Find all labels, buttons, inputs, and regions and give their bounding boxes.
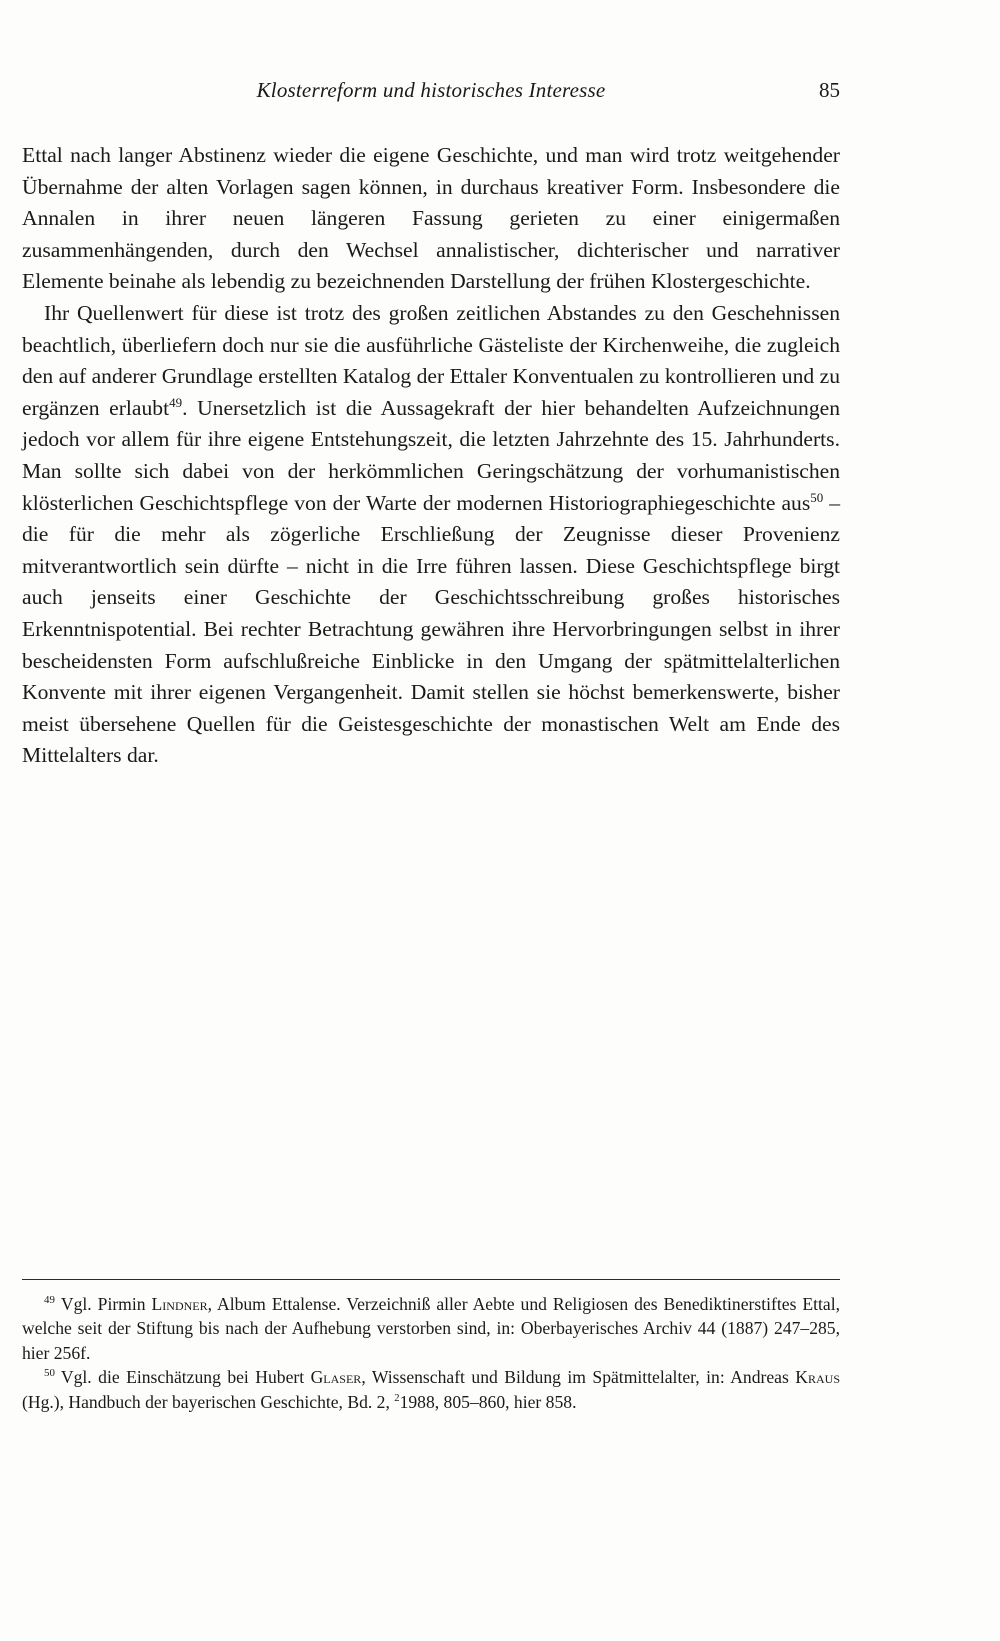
paragraph-2-part-a: Ihr Quellenwert für diese ist trotz des großen zeitlichen Abstandes zu den Geschehnissen beachtlich, überliefern doch nur sie die ausführliche Gästeliste der Kirchenweihe, die zugleich den auf anderer Grundlage erstellten Katalog der Ettaler Konventualen zu kontrollieren und zu ergänzen erlaubt bbox=[22, 300, 840, 420]
paragraph-2-part-b: . Unersetzlich ist die Aussagekraft der hier behandelten Aufzeichnungen jedoch vor allem für ihre eigene Entstehungszeit, die letzten Jahrzehnte des 15. Jahrhunderts. Man sollte sich dabei von der herkömmlichen Geringschätzung der vorhumanistischen klösterlichen Geschichtspflege von der Warte der modernen Historiographiegeschichte aus bbox=[22, 395, 840, 515]
footnote-number: 50 bbox=[44, 1367, 55, 1380]
footnote-divider bbox=[22, 1279, 840, 1280]
footnote-text: 1988, 805–860, hier 858. bbox=[399, 1391, 577, 1412]
author-name: Glaser bbox=[310, 1367, 362, 1388]
footnote-49 bbox=[22, 1292, 840, 1365]
edition-number: 2 bbox=[394, 1392, 400, 1404]
footnote-text: , Album Ettalense. Verzeichniß aller Aebte und Religiosen des Benediktinerstiftes Ettal, welche seit der Stiftung bis nach der Aufhebung verstorben sind, in: Oberbayerisches Archiv 44 (1887) 247–285, hier 256f. bbox=[22, 1294, 840, 1363]
running-head-title: Klosterreform und historisches Interesse bbox=[256, 78, 606, 102]
running-head bbox=[22, 78, 840, 108]
footnote-text: Vgl. die Einschätzung bei Hubert bbox=[60, 1367, 311, 1388]
footnote-ref-49[interactable]: 49 bbox=[169, 394, 183, 410]
editor-name: Kraus bbox=[795, 1367, 840, 1388]
paragraph-2 bbox=[22, 298, 840, 772]
footnote-text: (Hg.), Handbuch der bayerischen Geschichte, Bd. 2, bbox=[22, 1391, 395, 1412]
footnote-number: 49 bbox=[44, 1294, 55, 1307]
page-number: 85 bbox=[819, 78, 840, 102]
paragraph-1: Ettal nach langer Abstinenz wieder die eigene Geschichte, und man wird trotz weitgehender Übernahme der alten Vorlagen sagen können, in durchaus kreativer Form. Insbesondere die Annalen in ihrer neuen längeren Fassung gerieten zu einer einigermaßen zusammenhängenden, durch den Wechsel annalistischer, dichterischer und narrativer Elemente beinahe als lebendig zu bezeichnenden Darstellung der frühen Klostergeschichte. bbox=[22, 143, 840, 294]
footnote-ref-50[interactable]: 50 bbox=[810, 489, 824, 505]
footnote-50 bbox=[22, 1365, 840, 1414]
author-name: Lindner bbox=[151, 1294, 208, 1314]
footnote-text: , Wissenschaft und Bildung im Spätmittelalter, in: Andreas bbox=[361, 1367, 796, 1388]
paragraph-2-part-c: – die für die mehr als zögerliche Erschließung der Zeugnisse dieser Provenienz mitverantwortlich sein dürfte – nicht in die Irre führen lassen. Diese Geschichtspflege birgt auch jenseits einer Geschichte der Geschichtsschreibung großes historisches Erkenntnispotential. Bei rechter Betrachtung gewähren ihre Hervorbringungen selbst in ihrer bescheidensten Form aufschlußreiche Einblicke in den Umgang der spätmittelalterlichen Konvente mit ihrer eigenen Vergangenheit. Damit stellen sie höchst bemerkenswerte, bisher meist übersehene Quellen für die Geistesgeschichte der monastischen Welt am Ende des Mittelalters dar. bbox=[22, 490, 840, 768]
footnote-text: Vgl. Pirmin bbox=[60, 1294, 152, 1314]
footnotes bbox=[22, 1292, 840, 1414]
main-text bbox=[22, 140, 840, 772]
